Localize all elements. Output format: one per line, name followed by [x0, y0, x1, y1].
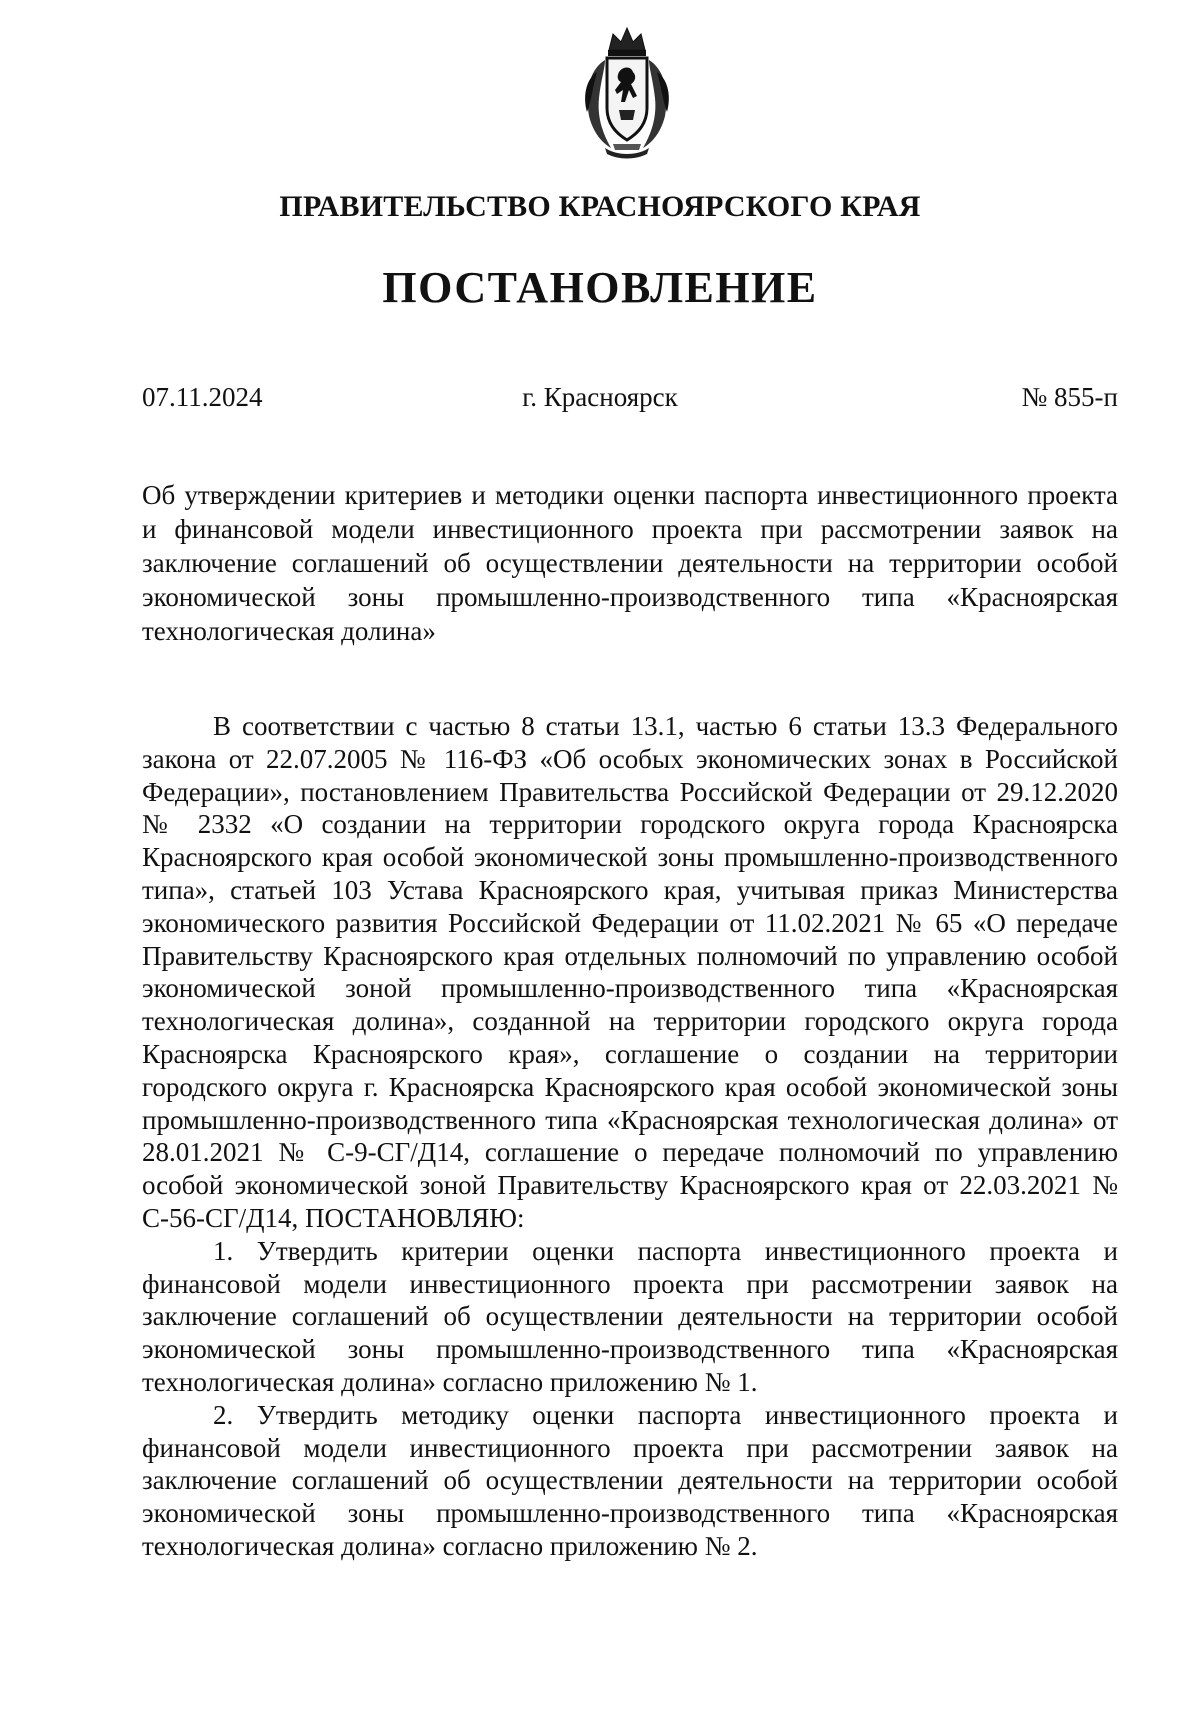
resolution-item-1: 1. Утвердить критерии оценки паспорта инвестиционного проекта и финансовой модели инвестиционного проекта при рассмотрении заявок на заключение соглашений об осуществлении деятельности на территории особой экономической зоны промышленно-производственного типа «Красноярская технологическая долина» согласно приложению № 1.: [142, 1235, 1118, 1397]
document-body: [142, 710, 1118, 1563]
government-name: ПРАВИТЕЛЬСТВО КРАСНОЯРСКОГО КРАЯ: [279, 190, 921, 223]
resolution-item-2: 2. Утвердить методику оценки паспорта инвестиционного проекта и финансовой модели инвестиционного проекта при рассмотрении заявок на заключение соглашений об осуществлении деятельности на территории особой экономической зоны промышленно-производственного типа «Красноярская технологическая долина» согласно приложению № 2.: [142, 1399, 1118, 1561]
document-date: 07.11.2024: [142, 382, 263, 412]
document-number: № 855-п: [1021, 382, 1118, 412]
document-subject: Об утверждении критериев и методики оценки паспорта инвестиционного проекта и финансовой модели инвестиционного проекта при рассмотрении заявок на заключение соглашений об осуществлении деятельности на территории особой экономической зоны промышленно-производственного типа «Красноярская технологическая долина»: [142, 480, 1118, 646]
krasnoyarsk-coat-of-arms-icon: [575, 20, 679, 160]
preamble-paragraph: В соответствии с частью 8 статьи 13.1, частью 6 статьи 13.3 Федерального закона от 22.07.2005 № 116-ФЗ «Об особых экономических зонах в Российской Федерации», постановлением Правительства Российской Федерации от 29.12.2020 № 2332 «О создании на территории городского округа города Красноярска Красноярского края особой экономической зоны промышленно-производственного типа», статьей 103 Устава Красноярского края, учитывая приказ Министерства экономического развития Российской Федерации от 11.02.2021 № 65 «О передаче Правительству Красноярского края отдельных полномочий по управлению особой экономической зоной промышленно-производственного типа «Красноярская технологическая долина», созданной на территории городского округа города Красноярска Красноярского края», соглашение о создании на территории городского округа г. Красноярска Красноярского края особой экономической зоны промышленно-производственного типа «Красноярская технологическая долина» от 28.01.2021 № С-9-СГ/Д14, соглашение о передаче полномочий по управлению особой экономической зоной Правительству Красноярского края от 22.03.2021 № С-56-СГ/Д14, ПОСТАНОВЛЯЮ:: [142, 711, 1118, 1233]
document-city: г. Красноярск: [522, 382, 678, 412]
document-type-title: ПОСТАНОВЛЕНИЕ: [382, 263, 818, 312]
